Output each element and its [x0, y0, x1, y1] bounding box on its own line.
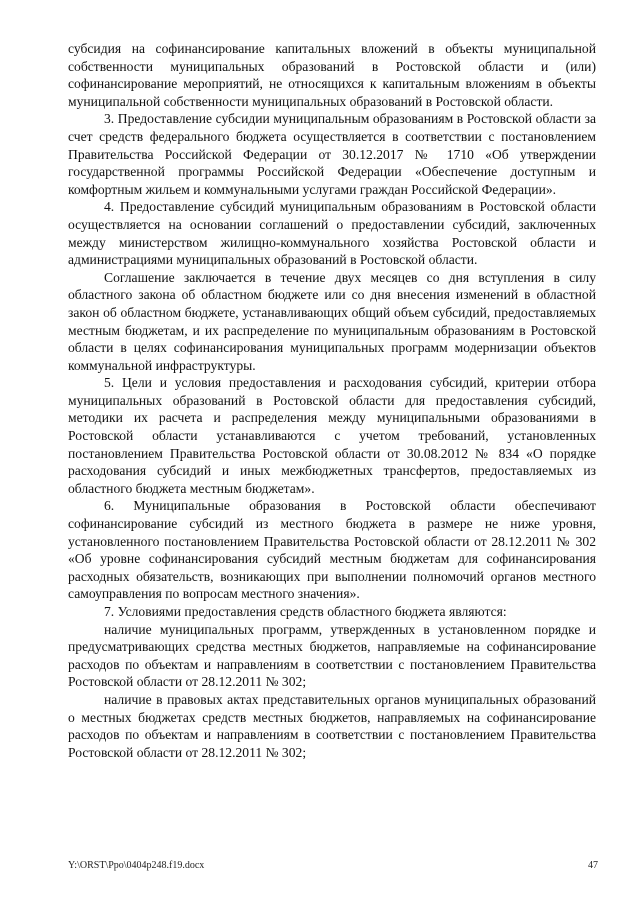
- paragraph-item-4: 4. Предоставление субсидий муниципальным образованиям в Ростовской области осуществляется на основании соглашений о предоставлении субсидий, заключенных между министерством жилищно-коммунального хозяйства Ростовской области и администрациями муниципальных образований в Ростовской области.: [68, 199, 596, 268]
- paragraph-item-5: 5. Цели и условия предоставления и расходования субсидий, критерии отбора муниципальных образований в Ростовской области для предоставления субсидий, методики их расчета и распределения между муниципальными образованиями в Ростовской области устанавливаются с учетом требований, установленных постановлением Правительства Ростовской области от 30.08.2012 № 834 «О порядке расходования субсидий и иных межбюджетных трансфертов, предоставляемых из областного бюджета местным бюджетам».: [68, 375, 596, 496]
- footer-file-path: Y:\ORST\Ppo\0404p248.f19.docx: [68, 860, 205, 871]
- paragraph-agreement-terms: Соглашение заключается в течение двух месяцев со дня вступления в силу областного закона об областном бюджете или со дня внесения изменений в областной закон об областном бюджете, устанавливающих общий объем субсидий, предоставляемых местным бюджетам, и их распределение по муниципальным образованиям в Ростовской области в целях софинансирования муниципальных программ модернизации объектов коммунальной инфраструктуры.: [68, 269, 596, 373]
- paragraph-condition-programs: наличие муниципальных программ, утвержденных в установленном порядке и предусматривающих средства местных бюджетов, направляемые на софинансирование расходов по объектам и направлениям в соответствии с постановлением Правительства Ростовской области от 28.12.2011 № 302;: [68, 621, 596, 690]
- paragraph-continuation: субсидия на софинансирование капитальных вложений в объекты муниципальной собственности муниципальных образований в Ростовской области и (или) софинансирование мероприятий, не относящихся к капитальным вложениям в объекты муниципальной собственности муниципальных образований в Ростовской области.: [68, 41, 596, 109]
- paragraph-item-7: 7. Условиями предоставления средств областного бюджета являются:: [104, 604, 507, 619]
- paragraph-condition-budgets: наличие в правовых актах представительных органов муниципальных образований о местных бюджетах средств местных бюджетов, направляемых на софинансирование расходов по объектам и направлениям в соответствии с постановлением Правительства Ростовской области от 28.12.2011 № 302;: [68, 691, 596, 760]
- document-body: [68, 40, 596, 761]
- paragraph-item-3: 3. Предоставление субсидии муниципальным образованиям в Ростовской области за счет средств федерального бюджета осуществляется в соответствии с постановлением Правительства Российской Федерации от 30.12.2017 № 1710 «Об утверждении государственной программы Российской Федерации «Обеспечение доступным и комфортным жильем и коммунальными услугами граждан Российской Федерации».: [68, 111, 596, 197]
- footer-page-number: 47: [588, 860, 598, 871]
- paragraph-item-6: 6. Муниципальные образования в Ростовской области обеспечивают софинансирование субсидий из местного бюджета в размере не ниже уровня, установленного постановлением Правительства Ростовской области от 28.12.2011 № 302 «Об уровне софинансирования субсидий местным бюджетам для софинансирования расходных обязательств, возникающих при выполнении полномочий органов местного самоуправления по вопросам местного значения».: [68, 498, 596, 602]
